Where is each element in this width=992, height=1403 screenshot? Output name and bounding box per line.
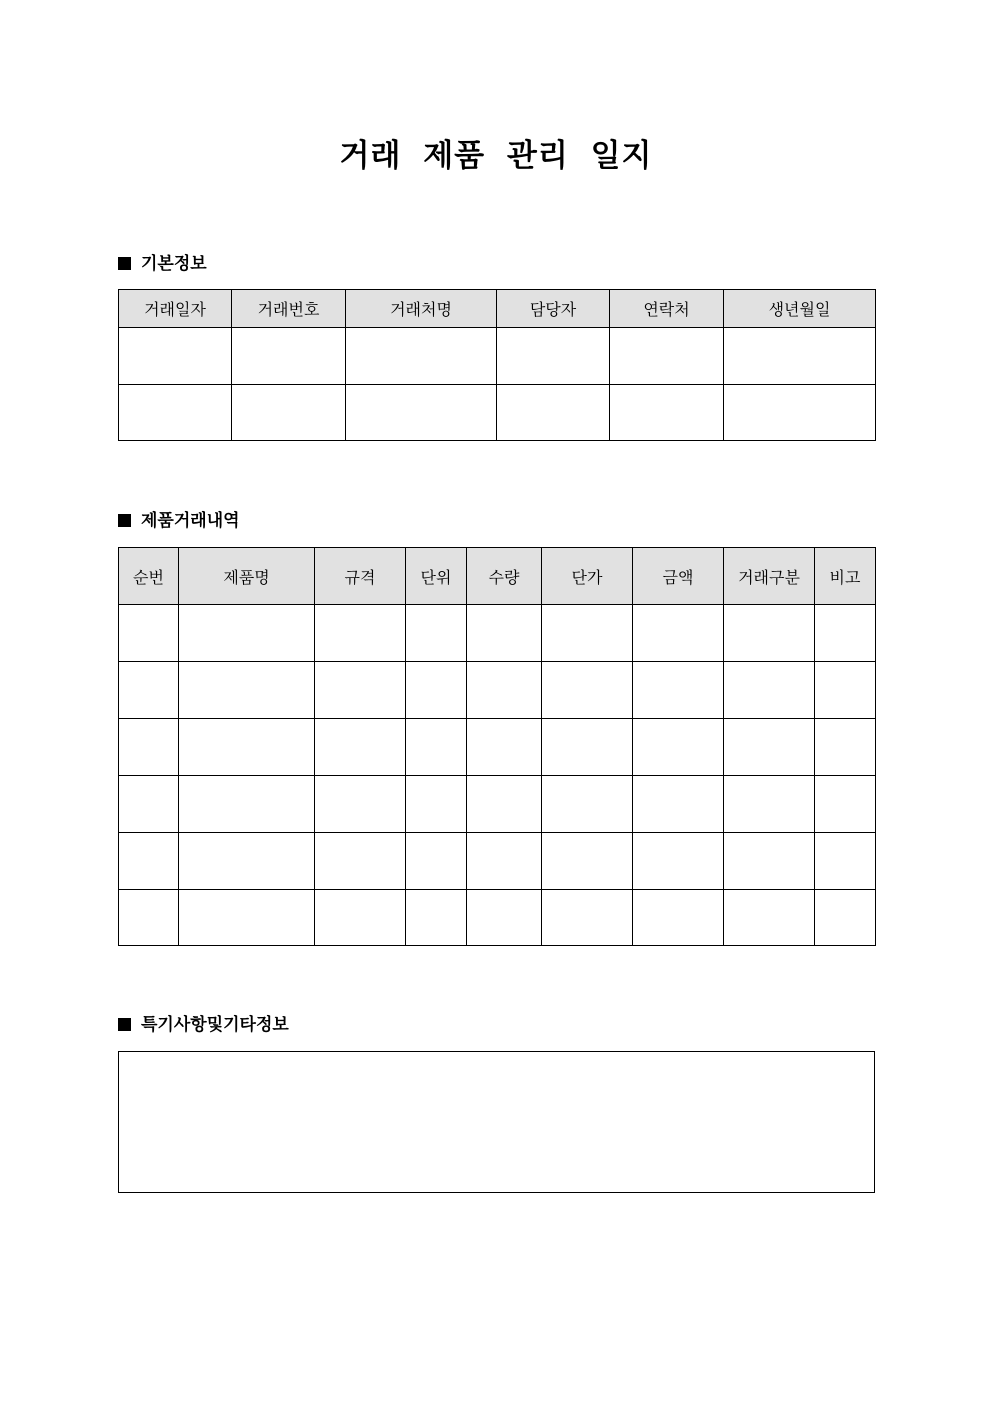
- table-cell[interactable]: [179, 890, 315, 946]
- table-cell[interactable]: [406, 776, 467, 833]
- table-cell[interactable]: [406, 605, 467, 662]
- product-transactions-header-cell: 비고: [815, 548, 876, 605]
- table-row: [119, 605, 876, 662]
- table-cell[interactable]: [724, 605, 815, 662]
- table-cell[interactable]: [724, 385, 876, 441]
- table-cell[interactable]: [179, 662, 315, 719]
- table-row: [119, 385, 876, 441]
- basic-info-header-row: [119, 290, 876, 328]
- table-cell[interactable]: [724, 890, 815, 946]
- table-cell[interactable]: [406, 833, 467, 890]
- product-transactions-heading-label: 제품거래내역: [141, 511, 240, 531]
- basic-info-header-cell: 거래번호: [232, 290, 346, 328]
- table-cell[interactable]: [815, 833, 876, 890]
- table-row: [119, 776, 876, 833]
- table-cell[interactable]: [467, 605, 542, 662]
- table-cell[interactable]: [633, 605, 724, 662]
- table-cell[interactable]: [467, 833, 542, 890]
- table-cell[interactable]: [232, 385, 346, 441]
- table-cell[interactable]: [406, 662, 467, 719]
- table-cell[interactable]: [610, 328, 724, 385]
- basic-info-heading: [118, 251, 207, 277]
- table-cell[interactable]: [633, 662, 724, 719]
- table-cell[interactable]: [542, 605, 633, 662]
- table-row: [119, 890, 876, 946]
- table-cell[interactable]: [119, 385, 232, 441]
- table-cell[interactable]: [232, 328, 346, 385]
- table-cell[interactable]: [315, 890, 406, 946]
- table-cell[interactable]: [119, 833, 179, 890]
- table-cell[interactable]: [633, 890, 724, 946]
- notes-heading-label: 특기사항및기타정보: [141, 1015, 289, 1035]
- table-cell[interactable]: [315, 662, 406, 719]
- table-cell[interactable]: [119, 719, 179, 776]
- table-row: [119, 719, 876, 776]
- table-cell[interactable]: [179, 605, 315, 662]
- table-cell[interactable]: [633, 776, 724, 833]
- table-cell[interactable]: [633, 719, 724, 776]
- table-cell[interactable]: [406, 719, 467, 776]
- notes-heading: [118, 1012, 289, 1038]
- table-cell[interactable]: [315, 776, 406, 833]
- table-cell[interactable]: [724, 776, 815, 833]
- basic-info-header-cell: 거래처명: [346, 290, 497, 328]
- basic-info-table: [118, 289, 876, 441]
- table-cell[interactable]: [315, 833, 406, 890]
- product-transactions-heading: [118, 508, 240, 534]
- table-cell[interactable]: [633, 833, 724, 890]
- basic-info-header-cell: 거래일자: [119, 290, 232, 328]
- table-cell[interactable]: [467, 662, 542, 719]
- table-cell[interactable]: [724, 719, 815, 776]
- table-cell[interactable]: [119, 605, 179, 662]
- basic-info-heading-label: 기본정보: [141, 254, 207, 274]
- table-cell[interactable]: [542, 662, 633, 719]
- table-cell[interactable]: [119, 662, 179, 719]
- table-row: [119, 662, 876, 719]
- table-cell[interactable]: [542, 833, 633, 890]
- square-bullet-icon: [118, 257, 131, 270]
- table-cell[interactable]: [467, 719, 542, 776]
- table-cell[interactable]: [610, 385, 724, 441]
- table-cell[interactable]: [724, 328, 876, 385]
- basic-info-header-cell: 생년월일: [724, 290, 876, 328]
- table-cell[interactable]: [497, 328, 610, 385]
- table-cell[interactable]: [119, 890, 179, 946]
- table-cell[interactable]: [179, 833, 315, 890]
- square-bullet-icon: [118, 514, 131, 527]
- product-transactions-header-row: [119, 548, 876, 605]
- table-cell[interactable]: [724, 833, 815, 890]
- table-cell[interactable]: [542, 719, 633, 776]
- table-cell[interactable]: [815, 776, 876, 833]
- square-bullet-icon: [118, 1018, 131, 1031]
- table-cell[interactable]: [179, 776, 315, 833]
- product-transactions-header-cell: 순번: [119, 548, 179, 605]
- table-cell[interactable]: [346, 385, 497, 441]
- table-cell[interactable]: [315, 605, 406, 662]
- table-cell[interactable]: [119, 328, 232, 385]
- product-transactions-header-cell: 규격: [315, 548, 406, 605]
- notes-textarea[interactable]: [118, 1051, 875, 1193]
- table-cell[interactable]: [406, 890, 467, 946]
- table-cell[interactable]: [346, 328, 497, 385]
- basic-info-header-cell: 담당자: [497, 290, 610, 328]
- table-cell[interactable]: [815, 890, 876, 946]
- table-cell[interactable]: [815, 605, 876, 662]
- table-row: [119, 833, 876, 890]
- table-cell[interactable]: [179, 719, 315, 776]
- product-transactions-header-cell: 수량: [467, 548, 542, 605]
- product-transactions-header-cell: 단가: [542, 548, 633, 605]
- table-cell[interactable]: [724, 662, 815, 719]
- document-title: 거래 제품 관리 일지: [339, 138, 653, 174]
- product-transactions-header-cell: 금액: [633, 548, 724, 605]
- basic-info-header-cell: 연락처: [610, 290, 724, 328]
- product-transactions-table: [118, 547, 876, 946]
- table-cell[interactable]: [542, 890, 633, 946]
- table-cell[interactable]: [467, 776, 542, 833]
- table-row: [119, 328, 876, 385]
- product-transactions-header-cell: 거래구분: [724, 548, 815, 605]
- table-cell[interactable]: [119, 776, 179, 833]
- table-cell[interactable]: [467, 890, 542, 946]
- table-cell[interactable]: [815, 719, 876, 776]
- product-transactions-header-cell: 단위: [406, 548, 467, 605]
- product-transactions-header-cell: 제품명: [179, 548, 315, 605]
- table-cell[interactable]: [542, 776, 633, 833]
- table-cell[interactable]: [315, 719, 406, 776]
- table-cell[interactable]: [815, 662, 876, 719]
- table-cell[interactable]: [497, 385, 610, 441]
